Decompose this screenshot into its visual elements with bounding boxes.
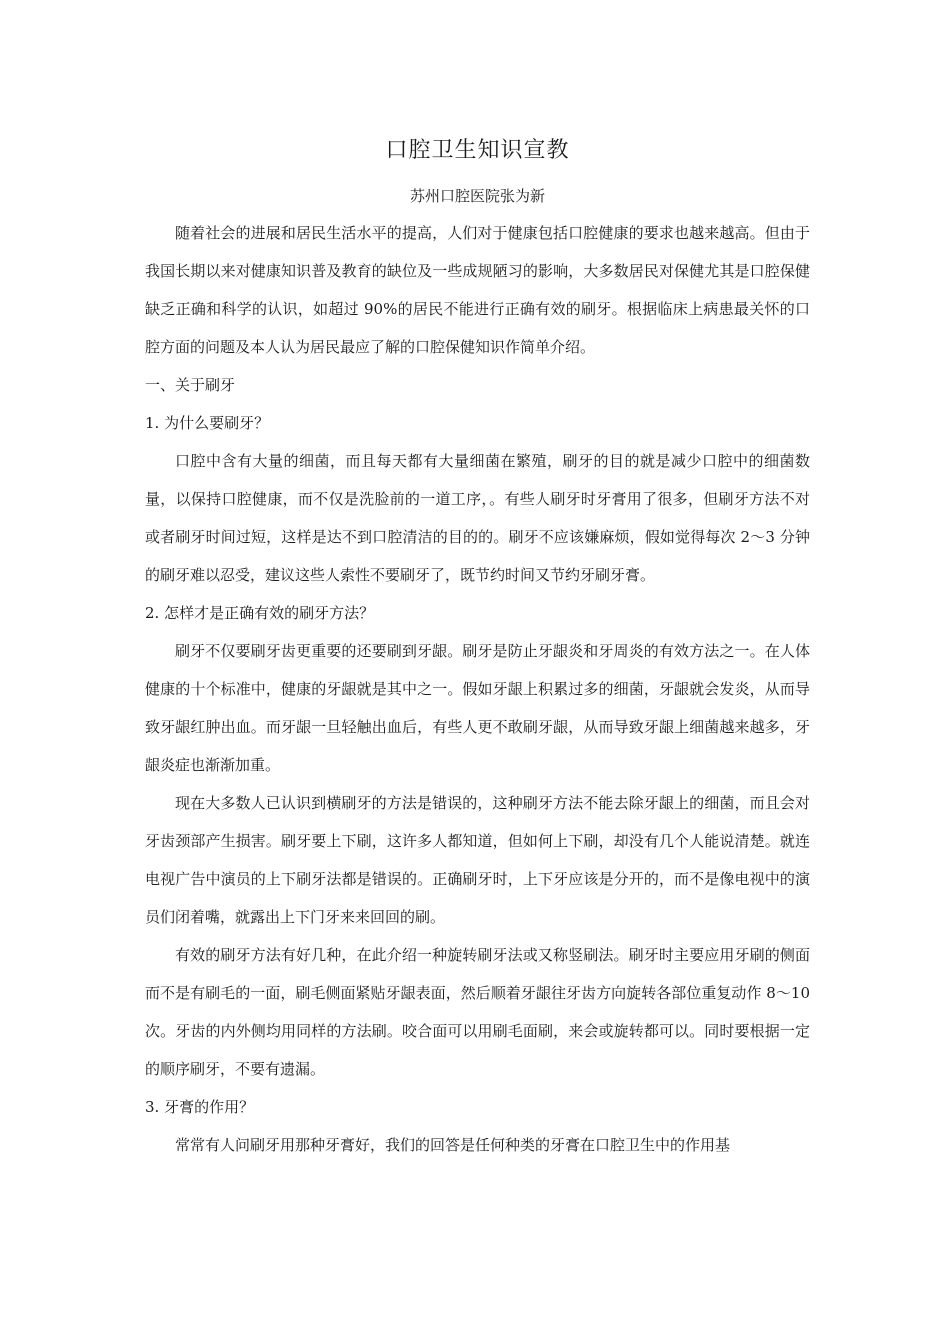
subheading-why-brush: 1. 为什么要刷牙？ xyxy=(145,414,270,432)
section-heading-brushing: 一、关于刷牙 xyxy=(145,376,236,394)
paragraph-toothpaste: 常常有人问刷牙用那种牙膏好，我们的回答是任何种类的牙膏在口腔卫生中的作用基 xyxy=(175,1136,731,1154)
subheading-correct-method: 2. 怎样才是正确有效的刷牙方法？ xyxy=(145,604,375,622)
paragraph-vertical-brushing: 现在大多数人已认识到横刷牙的方法是错误的，这种刷牙方法不能去除牙龈上的细菌，而且会对牙齿颈部产生损害。刷牙要上下刷，这许多人都知道，但如何上下刷，却没有几个人能说清楚。就连电视广告中演员的上下刷牙法都是错误的。正确刷牙时，上下牙应该是分开的，而不是像电视中的演员们闭着嘴，就露出上下门牙来来回回的刷。 xyxy=(145,794,810,926)
paragraph-intro: 随着社会的进展和居民生活水平的提高，人们对于健康包括口腔健康的要求也越来越高。但由于我国长期以来对健康知识普及教育的缺位及一些成规陋习的影响，大多数居民对保健尤其是口腔保健缺乏正确和科学的认识，如超过 90%的居民不能进行正确有效的刷牙。根据临床上病患最关怀的口腔方面的问题及本人认为居民最应了解的口腔保健知识作简单介绍。 xyxy=(145,224,810,356)
paragraph-why-brush: 口腔中含有大量的细菌，而且每天都有大量细菌在繁殖，刷牙的目的就是减少口腔中的细菌数量，以保持口腔健康，而不仅是洗脸前的一道工序，。有些人刷牙时牙膏用了很多，但刷牙方法不对或者刷牙时间过短，这样是达不到口腔清洁的目的的。刷牙不应该嫌麻烦，假如觉得每次 2～3 分钟的刷牙难以忍受，建议这些人索性不要刷牙了，既节约时间又节约牙刷牙膏。 xyxy=(145,452,810,584)
document-author: 苏州口腔医院张为新 xyxy=(409,187,545,205)
document-title: 口腔卫生知识宣教 xyxy=(385,138,570,163)
paragraph-rotation-method: 有效的刷牙方法有好几种，在此介绍一种旋转刷牙法或又称竖刷法。刷牙时主要应用牙刷的侧面而不是有刷毛的一面，刷毛侧面紧贴牙龈表面，然后顺着牙龈往牙齿方向旋转各部位重复动作 8～10 次。牙齿的内外侧均用同样的方法刷。咬合面可以用刷毛面刷，来会或旋转都可以。同时要根据一定的顺序刷牙，不要有遗漏。 xyxy=(145,946,810,1078)
paragraph-gums: 刷牙不仅要刷牙齿更重要的还要刷到牙龈。刷牙是防止牙龈炎和牙周炎的有效方法之一。在人体健康的十个标准中，健康的牙龈就是其中之一。假如牙龈上积累过多的细菌，牙龈就会发炎，从而导致牙龈红肿出血。而牙龈一旦轻触出血后，有些人更不敢刷牙龈，从而导致牙龈上细菌越来越多，牙龈炎症也渐渐加重。 xyxy=(145,642,810,774)
subheading-toothpaste: 3. 牙膏的作用？ xyxy=(145,1098,255,1116)
document-body xyxy=(145,134,810,1164)
